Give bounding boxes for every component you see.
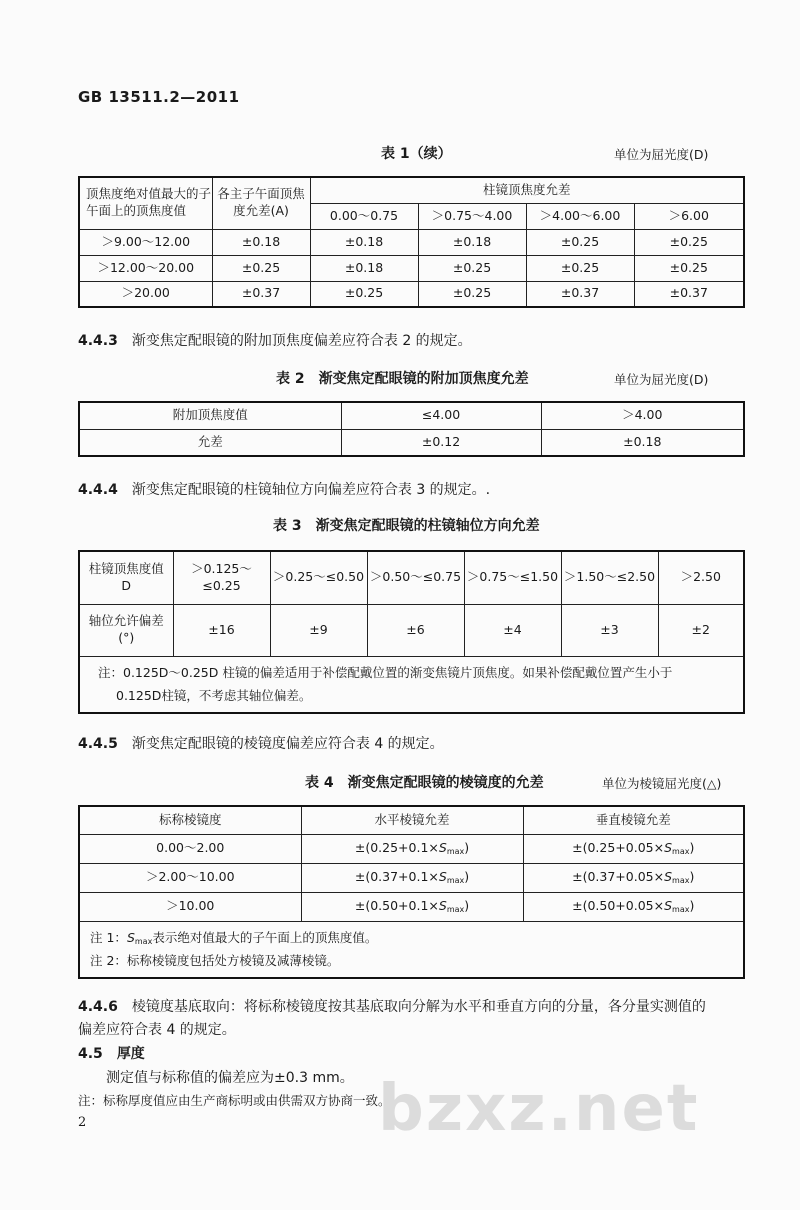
clause-number: 4.5 xyxy=(78,1046,103,1062)
table1-caption: 表 1（续） xyxy=(381,146,452,162)
formula-prefix: ±(0.25+0.05× xyxy=(572,839,665,855)
table1-head3: 柱镜顶焦度允差 xyxy=(310,177,744,203)
table1-subhead: ＞0.75～4.00 xyxy=(418,203,526,229)
table4-caption: 表 4 渐变焦定配眼镜的棱镜度的允差 xyxy=(305,775,544,791)
table4-unit: 单位为棱镜屈光度(△) xyxy=(602,776,722,791)
table1-cell: ±0.25 xyxy=(634,229,744,255)
table3-cell: ＞2.50 xyxy=(658,551,744,604)
clause-number: 4.4.4 xyxy=(78,482,118,498)
table4-cell xyxy=(523,834,744,863)
section-4-5-text: 测定值与标称值的偏差应为±0.3 mm。 xyxy=(106,1070,354,1086)
close-paren: ) xyxy=(464,868,470,884)
table4-cell xyxy=(523,863,744,892)
table1-subhead: 0.00～0.75 xyxy=(310,203,418,229)
s-subscript: max xyxy=(446,904,465,914)
close-paren: ) xyxy=(464,897,470,913)
s-symbol: S xyxy=(438,839,447,855)
table3-cell: ＞0.75～≤1.50 xyxy=(464,551,561,604)
table2 xyxy=(78,401,745,457)
s-subscript: max xyxy=(446,846,465,856)
table1-cell: ±0.18 xyxy=(418,229,526,255)
table1-cell: ±0.25 xyxy=(212,255,310,281)
note-line: 0.125D柱镜，不考虑其轴位偏差。 xyxy=(116,688,312,704)
table3-cell: ±4 xyxy=(464,604,561,656)
table1-head1: 顶焦度绝对值最大的子午面上的顶焦度值 xyxy=(79,177,212,229)
paragraph-4-4-5 xyxy=(78,733,444,753)
close-paren: ) xyxy=(689,868,695,884)
table1-cell: ±0.18 xyxy=(310,229,418,255)
table1-cell: ±0.37 xyxy=(634,281,744,307)
section-4-5-note: 注：标称厚度值应由生产商标明或由供需双方协商一致。 xyxy=(78,1093,391,1108)
table3-caption: 表 3 渐变焦定配眼镜的柱镜轴位方向允差 xyxy=(273,518,540,534)
table-row xyxy=(79,834,744,863)
s-subscript: max xyxy=(446,875,465,885)
table3-cell: ±2 xyxy=(658,604,744,656)
paragraph-4-4-4 xyxy=(78,479,490,499)
table3-cell: ＞0.125～≤0.25 xyxy=(173,551,270,604)
table3-cell: ±9 xyxy=(270,604,367,656)
table4-cell xyxy=(523,892,744,921)
table2-cell: ±0.12 xyxy=(341,429,541,456)
section-4-5-heading xyxy=(78,1043,145,1063)
table4-head: 水平棱镜允差 xyxy=(301,806,523,834)
table1-subhead: ＞4.00～6.00 xyxy=(526,203,634,229)
paragraph-text: 渐变焦定配眼镜的柱镜轴位方向偏差应符合表 3 的规定。. xyxy=(131,482,491,498)
paragraph-4-4-3 xyxy=(78,330,472,350)
table3 xyxy=(78,550,745,714)
paragraph-text-cont: 偏差应符合表 4 的规定。 xyxy=(78,1022,236,1038)
s-symbol: S xyxy=(438,897,447,913)
paragraph-4-4-6 xyxy=(78,996,706,1016)
table3-note xyxy=(79,656,744,713)
s-symbol: S xyxy=(126,929,135,945)
table-row xyxy=(79,429,744,456)
s-symbol: S xyxy=(664,897,673,913)
table2-cell: 附加顶焦度值 xyxy=(79,402,341,429)
table-row xyxy=(79,806,744,834)
table-row xyxy=(79,255,744,281)
paragraph-text: 渐变焦定配眼镜的附加顶焦度偏差应符合表 2 的规定。 xyxy=(131,333,472,349)
table4-head: 标称棱镜度 xyxy=(79,806,301,834)
table1-cell: ±0.25 xyxy=(418,281,526,307)
close-paren: ) xyxy=(689,897,695,913)
table4-cell: ＞2.00～10.00 xyxy=(79,863,301,892)
note-text: 表示绝对值最大的子午面上的顶焦度值。 xyxy=(152,929,378,945)
table3-row-head xyxy=(79,551,173,604)
table3-row-head-line: 柱镜顶焦度值 xyxy=(88,560,164,576)
table1-unit: 单位为屈光度(D) xyxy=(614,147,709,162)
table1-cell: ±0.25 xyxy=(634,255,744,281)
table2-caption: 表 2 渐变焦定配眼镜的附加顶焦度允差 xyxy=(276,371,529,387)
standard-header: GB 13511.2—2011 xyxy=(78,88,240,106)
s-subscript: max xyxy=(672,904,690,914)
table1-cell: ＞9.00～12.00 xyxy=(79,229,212,255)
note-line: 注：0.125D～0.25D 柱镜的偏差适用于补偿配戴位置的渐变焦镜片顶焦度。如果补偿配戴位置产生小于 xyxy=(98,664,673,680)
table1-head2: 各主子午面顶焦度允差(A) xyxy=(212,177,310,229)
formula-prefix: ±(0.25+0.1× xyxy=(354,839,439,855)
formula-prefix: ±(0.37+0.05× xyxy=(572,868,665,884)
table2-unit: 单位为屈光度(D) xyxy=(614,372,709,387)
table3-row-head-line: (°) xyxy=(118,630,135,645)
table1-cell: ±0.25 xyxy=(310,281,418,307)
section-title: 厚度 xyxy=(116,1046,145,1062)
table1-cell: ±0.25 xyxy=(418,255,526,281)
table1-cell: ±0.18 xyxy=(212,229,310,255)
table2-cell: ≤4.00 xyxy=(341,402,541,429)
s-subscript: max xyxy=(672,875,690,885)
table-row xyxy=(79,863,744,892)
table1-subhead: ＞6.00 xyxy=(634,203,744,229)
table1-cell: ±0.25 xyxy=(526,229,634,255)
table3-row-head xyxy=(79,604,173,656)
s-subscript: max xyxy=(134,936,153,946)
watermark: bzxz.net xyxy=(378,1072,700,1146)
table1-cell: ±0.25 xyxy=(526,255,634,281)
table4 xyxy=(78,805,745,979)
s-symbol: S xyxy=(664,839,673,855)
table1 xyxy=(78,176,745,308)
table1-cell: ＞20.00 xyxy=(79,281,212,307)
table2-cell: ±0.18 xyxy=(541,429,744,456)
formula-prefix: ±(0.50+0.1× xyxy=(354,897,439,913)
table-row xyxy=(79,604,744,656)
s-symbol: S xyxy=(664,868,673,884)
table4-notes xyxy=(79,921,744,978)
s-subscript: max xyxy=(672,846,690,856)
table4-cell: ＞10.00 xyxy=(79,892,301,921)
note-prefix: 注 1： xyxy=(90,929,127,945)
table3-row-head-line: D xyxy=(121,577,132,593)
table4-cell: 0.00～2.00 xyxy=(79,834,301,863)
clause-number: 4.4.5 xyxy=(78,736,118,752)
table1-cell: ＞12.00～20.00 xyxy=(79,255,212,281)
table-row xyxy=(79,402,744,429)
note-line: 注 2：标称棱镜度包括处方棱镜及减薄棱镜。 xyxy=(90,953,340,969)
page-number: 2 xyxy=(78,1115,87,1130)
formula-prefix: ±(0.50+0.05× xyxy=(572,897,665,913)
table1-cell: ±0.37 xyxy=(212,281,310,307)
table3-cell: ＞0.25～≤0.50 xyxy=(270,551,367,604)
table3-cell: ±6 xyxy=(367,604,464,656)
table3-cell: ＞1.50～≤2.50 xyxy=(561,551,658,604)
table2-cell: ＞4.00 xyxy=(541,402,744,429)
table4-cell xyxy=(301,863,523,892)
table-row xyxy=(79,229,744,255)
table4-head: 垂直棱镜允差 xyxy=(523,806,744,834)
table1-cell: ±0.37 xyxy=(526,281,634,307)
table3-row-head-line: 轴位允许偏差 xyxy=(88,613,164,629)
close-paren: ) xyxy=(689,839,695,855)
table-row xyxy=(79,551,744,604)
table4-cell xyxy=(301,892,523,921)
clause-number: 4.4.3 xyxy=(78,333,118,349)
table1-cell: ±0.18 xyxy=(310,255,418,281)
table4-cell xyxy=(301,834,523,863)
close-paren: ) xyxy=(464,839,470,855)
clause-number: 4.4.6 xyxy=(78,999,118,1015)
paragraph-text: 棱镜度基底取向：将标称棱镜度按其基底取向分解为水平和垂直方向的分量，各分量实测值的 xyxy=(131,999,706,1015)
table2-cell: 允差 xyxy=(79,429,341,456)
table3-cell: ±3 xyxy=(561,604,658,656)
table-row xyxy=(79,281,744,307)
s-symbol: S xyxy=(438,868,447,884)
table3-cell: ±16 xyxy=(173,604,270,656)
table3-cell: ＞0.50～≤0.75 xyxy=(367,551,464,604)
table-row xyxy=(79,892,744,921)
paragraph-text: 渐变焦定配眼镜的棱镜度偏差应符合表 4 的规定。 xyxy=(131,736,444,752)
formula-prefix: ±(0.37+0.1× xyxy=(354,868,439,884)
